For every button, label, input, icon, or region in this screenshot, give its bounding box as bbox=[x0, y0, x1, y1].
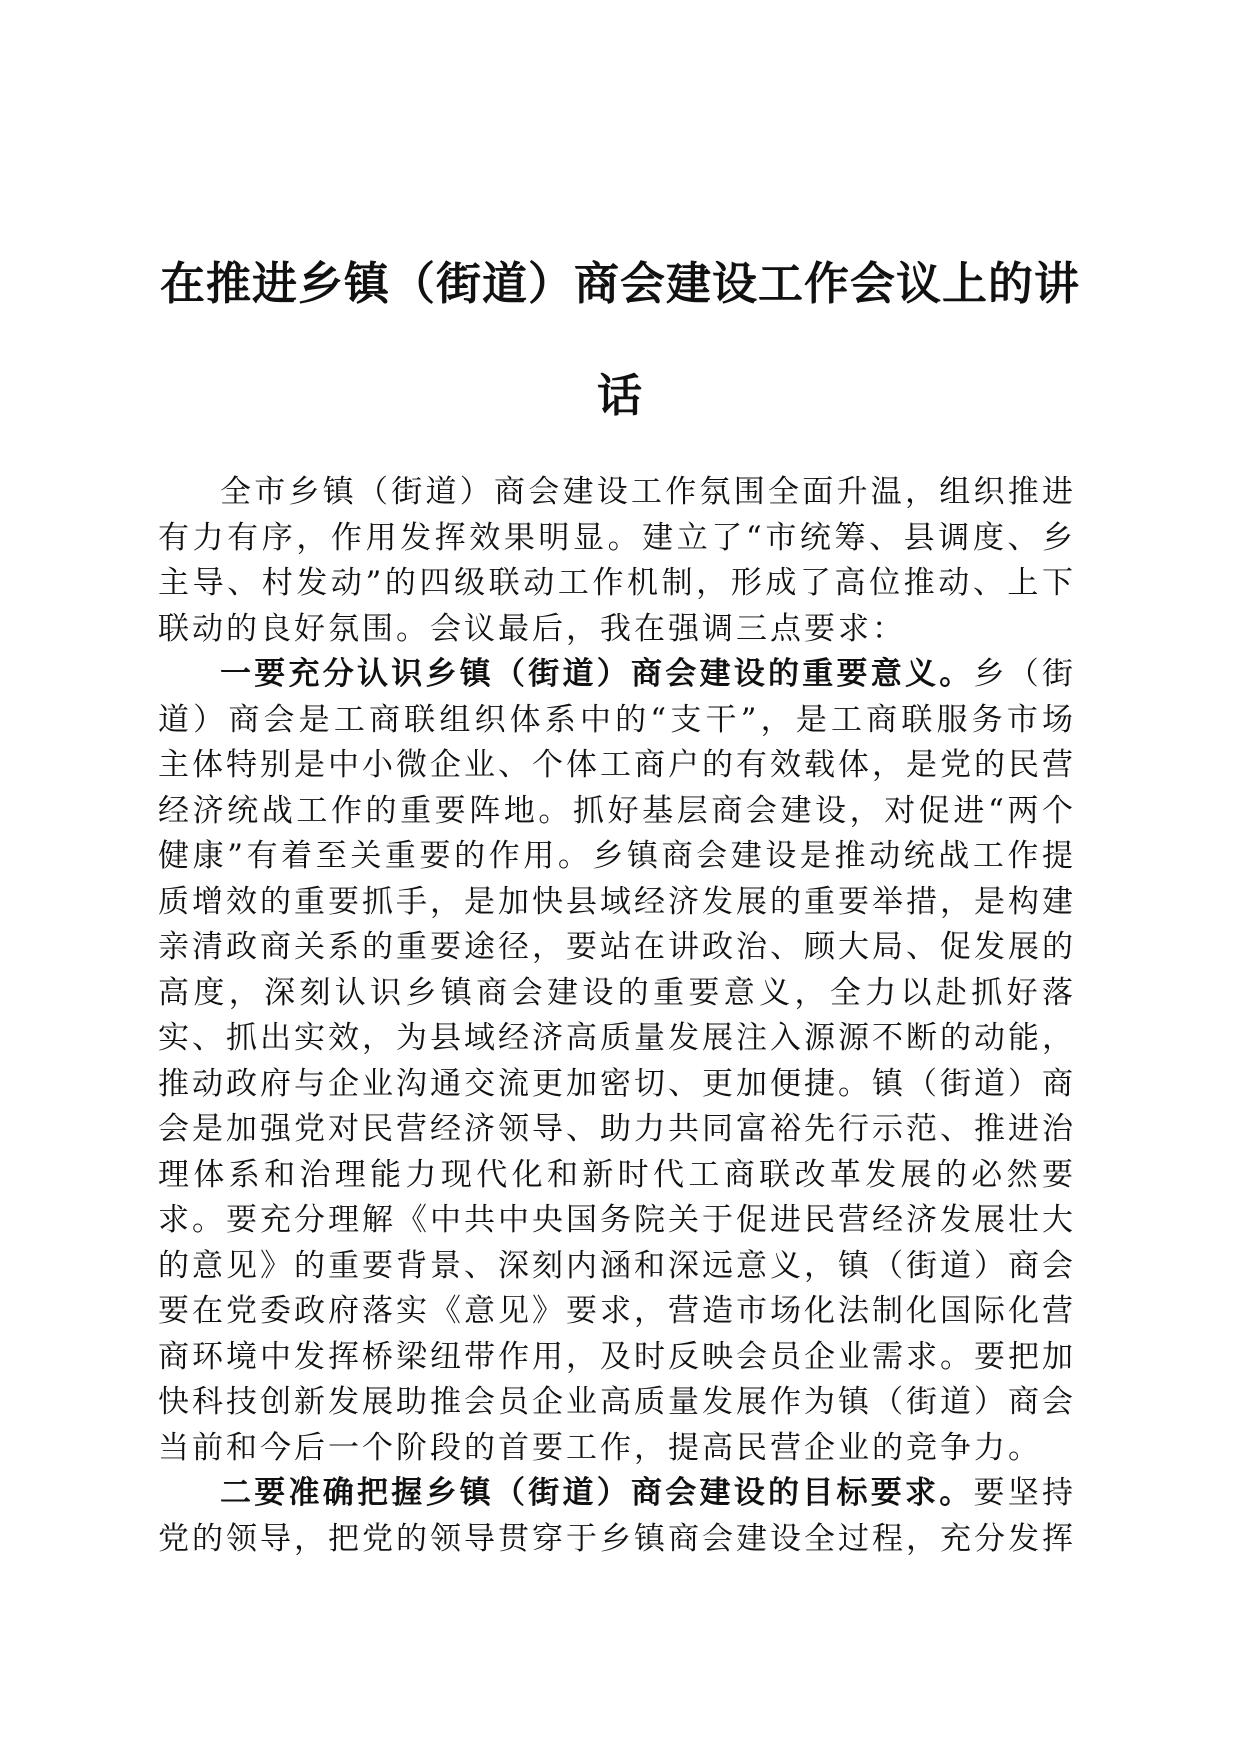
paragraph-point-one bbox=[158, 652, 1076, 1471]
paragraph-lead: 二要准确把握乡镇（街道）商会建设的目标要求。 bbox=[220, 1475, 974, 1511]
paragraph-text: 乡（街道）商会是工商联组织体系中的“支干”，是工商联服务市场主体特别是中小微企业、个体工商户的有效载体，是党的民营经济统战工作的重要阵地。抓好基层商会建设，对促进“两个健康”有着至关重要的作用。乡镇商会建设是推动统战工作提质增效的重要抓手，是加快县域经济发展的重要举措，是构建亲清政商关系的重要途径，要站在讲政治、顾大局、促发展的高度，深刻认识乡镇商会建设的重要意义，全力以赴抓好落实、抓出实效，为县域经济高质量发展注入源源不断的动能，推动政府与企业沟通交流更加密切、更加便捷。镇（街道）商会是加强党对民营经济领导、助力共同富裕先行示范、推进治理体系和治理能力现代化和新时代工商联改革发展的必然要求。要充分理解《中共中央国务院关于促进民营经济发展壮大的意见》的重要背景、深刻内涵和深远意义，镇（街道）商会要在党委政府落实《意见》要求，营造市场化法制化国际化营商环境中发挥桥梁纽带作用，及时反映会员企业需求。要把加快科技创新发展助推会员企业高质量发展作为镇（街道）商会当前和今后一个阶段的首要工作，提高民营企业的竞争力。 bbox=[158, 656, 1076, 1466]
paragraph-intro bbox=[158, 470, 1076, 652]
paragraph-text: 全市乡镇（街道）商会建设工作氛围全面升温，组织推进有力有序，作用发挥效果明显。建立了“市统筹、县调度、乡主导、村发动”的四级联动工作机制，形成了高位推动、上下联动的良好氛围。会议最后，我在强调三点要求： bbox=[158, 474, 1076, 647]
paragraph-point-two bbox=[158, 1471, 1076, 1562]
document-title: 在推进乡镇（街道）商会建设工作会议上的讲话 bbox=[159, 257, 1080, 422]
document-body bbox=[158, 470, 1076, 1562]
paragraph-lead: 一要充分认识乡镇（街道）商会建设的重要意义。 bbox=[220, 656, 974, 692]
paragraph-text: 要坚持党的领导，把党的领导贯穿于乡镇商会建设全过程，充分发挥 bbox=[158, 1475, 1076, 1557]
